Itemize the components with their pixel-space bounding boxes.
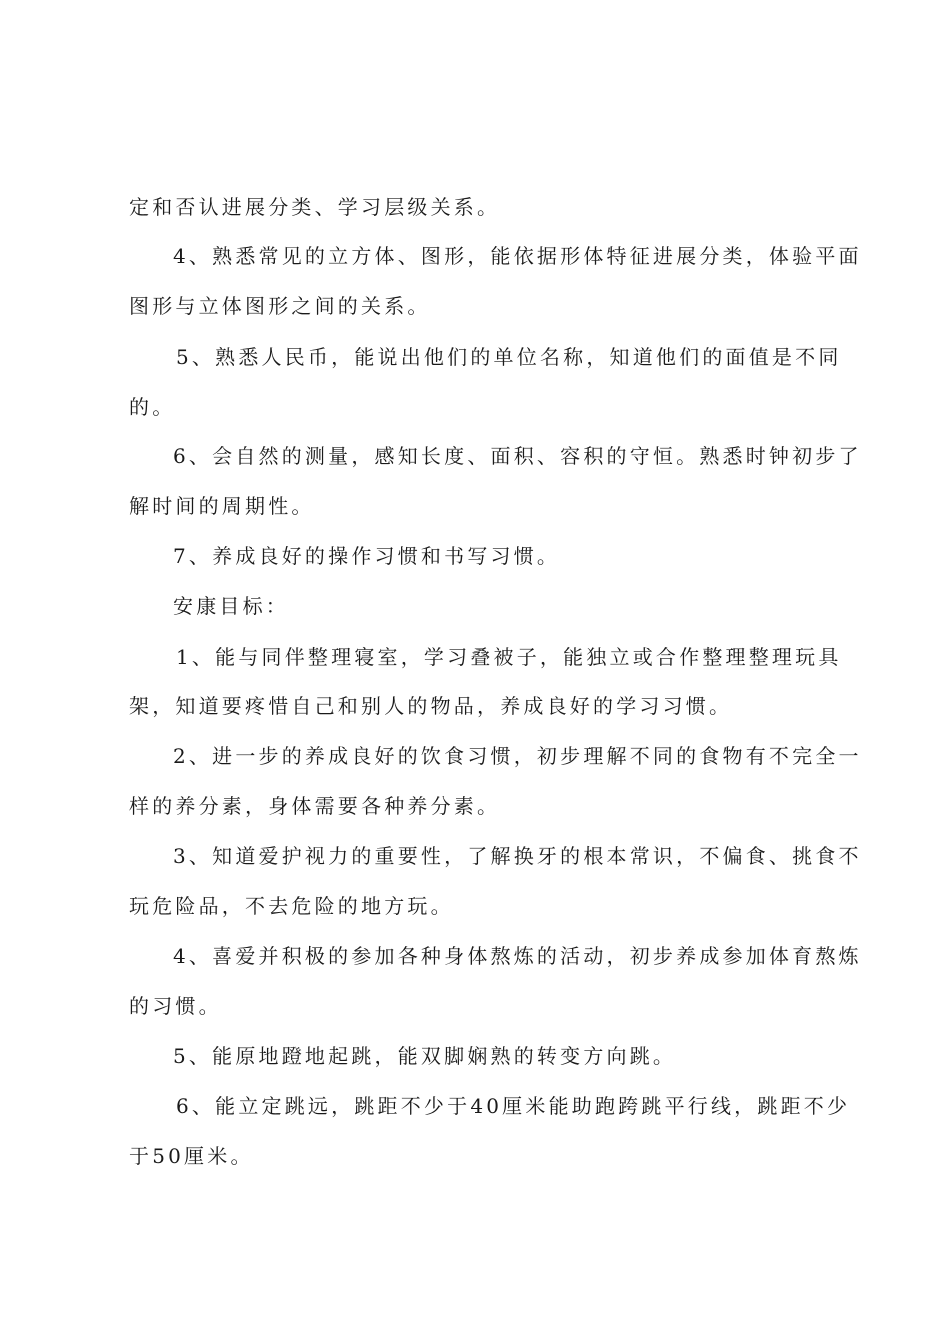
paragraph-first-line: 5、能原地蹬地起跳，能双脚娴熟的转变方向跳。 xyxy=(173,1044,677,1068)
paragraph-first-line: 7、养成良好的操作习惯和书写习惯。 xyxy=(173,544,561,568)
text-line: 于50厘米。 xyxy=(129,1144,254,1168)
paragraph-first-line: 2、进一步的养成良好的饮食习惯，初步理解不同的食物有不完全一 xyxy=(173,744,862,768)
paragraph-first-line: 5、熟悉人民币，能说出他们的单位名称，知道他们的面值是不同 xyxy=(176,345,842,369)
text-line: 玩危险品，不去危险的地方玩。 xyxy=(129,894,454,918)
section-heading: 安康目标： xyxy=(173,594,289,618)
text-line: 的习惯。 xyxy=(129,994,222,1018)
text-line: 图形与立体图形之间的关系。 xyxy=(129,294,431,318)
paragraph-first-line: 4、熟悉常见的立方体、图形，能依据形体特征进展分类，体验平面 xyxy=(173,244,862,268)
paragraph-first-line: 1、能与同伴整理寝室，学习叠被子，能独立或合作整理整理玩具 xyxy=(176,645,842,669)
text-line: 的。 xyxy=(129,395,176,419)
text-line: 定和否认进展分类、学习层级关系。 xyxy=(129,195,501,219)
text-line: 架，知道要疼惜自己和别人的物品，养成良好的学习习惯。 xyxy=(129,694,733,718)
paragraph-first-line: 6、会自然的测量，感知长度、面积、容积的守恒。熟悉时钟初步了 xyxy=(173,444,862,468)
paragraph-first-line: 4、喜爱并积极的参加各种身体熬炼的活动，初步养成参加体育熬炼 xyxy=(173,944,862,968)
text-line: 样的养分素，身体需要各种养分素。 xyxy=(129,794,501,818)
paragraph-first-line: 6、能立定跳远，跳距不少于40厘米能助跑跨跳平行线，跳距不少 xyxy=(176,1094,851,1118)
text-line: 解时间的周期性。 xyxy=(129,494,315,518)
paragraph-first-line: 3、知道爱护视力的重要性，了解换牙的根本常识，不偏食、挑食不 xyxy=(173,844,862,868)
